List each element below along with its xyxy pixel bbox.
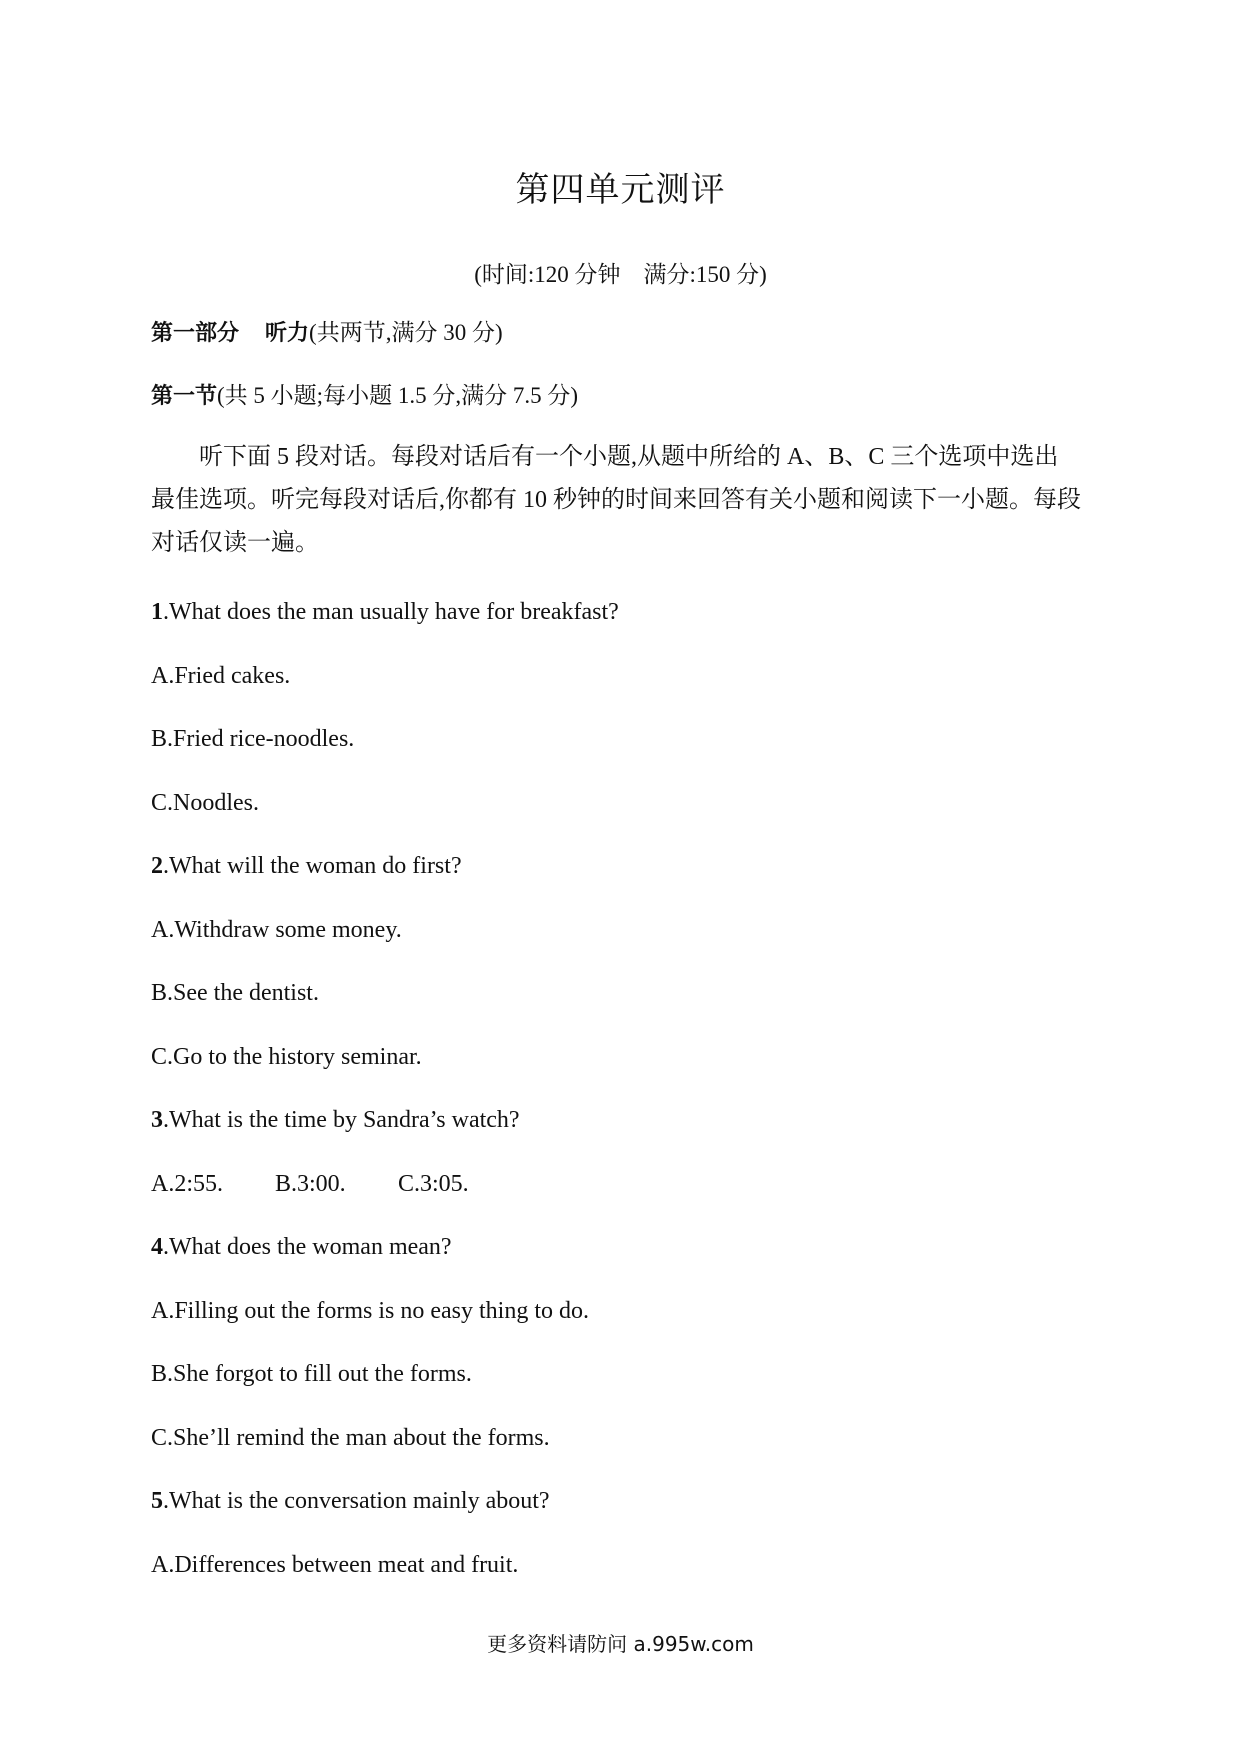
part1-name: 听力 bbox=[265, 321, 310, 346]
question-number: 1 bbox=[151, 599, 163, 625]
question-number: 2 bbox=[151, 853, 163, 879]
q2-option-c: C.Go to the history seminar. bbox=[151, 1044, 422, 1070]
q3-option-c: C.3:05. bbox=[398, 1171, 469, 1197]
part1-heading bbox=[151, 318, 503, 349]
question-number: 5 bbox=[151, 1488, 163, 1514]
question-text: .What does the woman mean? bbox=[163, 1234, 452, 1260]
q4-option-c: C.She’ll remind the man about the forms. bbox=[151, 1425, 550, 1451]
q3-option-b: B.3:00. bbox=[275, 1171, 346, 1197]
question-number: 3 bbox=[151, 1107, 163, 1133]
q5-option-a: A.Differences between meat and fruit. bbox=[151, 1552, 519, 1578]
section1-note: (共 5 小题;每小题 1.5 分,满分 7.5 分) bbox=[217, 383, 578, 408]
section1-heading bbox=[151, 381, 578, 412]
page-title: 第四单元测评 bbox=[515, 170, 726, 210]
listening-instructions: 听下面 5 段对话。每段对话后有一个小题,从题中所给的 A、B、C 三个选项中选出最佳选项。听完每段对话后,你都有 10 秒钟的时间来回答有关小题和阅读下一小题。每段对话仅读一遍。 bbox=[151, 444, 1081, 556]
question-1 bbox=[151, 597, 619, 627]
q4-option-b: B.She forgot to fill out the forms. bbox=[151, 1361, 472, 1387]
question-number: 4 bbox=[151, 1234, 163, 1260]
part1-note: (共两节,满分 30 分) bbox=[309, 320, 503, 345]
question-3 bbox=[151, 1105, 520, 1135]
question-text: .What is the conversation mainly about? bbox=[163, 1488, 550, 1514]
question-2 bbox=[151, 851, 462, 881]
question-4 bbox=[151, 1232, 452, 1262]
part1-label: 第一部分 bbox=[151, 321, 240, 346]
q3-options bbox=[151, 1169, 469, 1199]
question-text: .What will the woman do first? bbox=[163, 853, 462, 879]
section1-label: 第一节 bbox=[151, 384, 218, 409]
question-text: .What is the time by Sandra’s watch? bbox=[163, 1107, 520, 1133]
question-text: .What does the man usually have for breakfast? bbox=[163, 599, 619, 625]
q1-option-a: A.Fried cakes. bbox=[151, 663, 291, 689]
q3-option-a: A.2:55. bbox=[151, 1171, 223, 1197]
q2-option-b: B.See the dentist. bbox=[151, 980, 319, 1006]
q1-option-c: C.Noodles. bbox=[151, 790, 259, 816]
q4-option-a: A.Filling out the forms is no easy thing to do. bbox=[151, 1298, 589, 1324]
footer-watermark: 更多资料请防问 a.995w.com bbox=[487, 1632, 754, 1656]
q1-option-b: B.Fried rice-noodles. bbox=[151, 726, 355, 752]
q2-option-a: A.Withdraw some money. bbox=[151, 917, 402, 943]
question-5 bbox=[151, 1486, 550, 1516]
exam-time-and-score: (时间:120 分钟 满分:150 分) bbox=[474, 262, 767, 287]
